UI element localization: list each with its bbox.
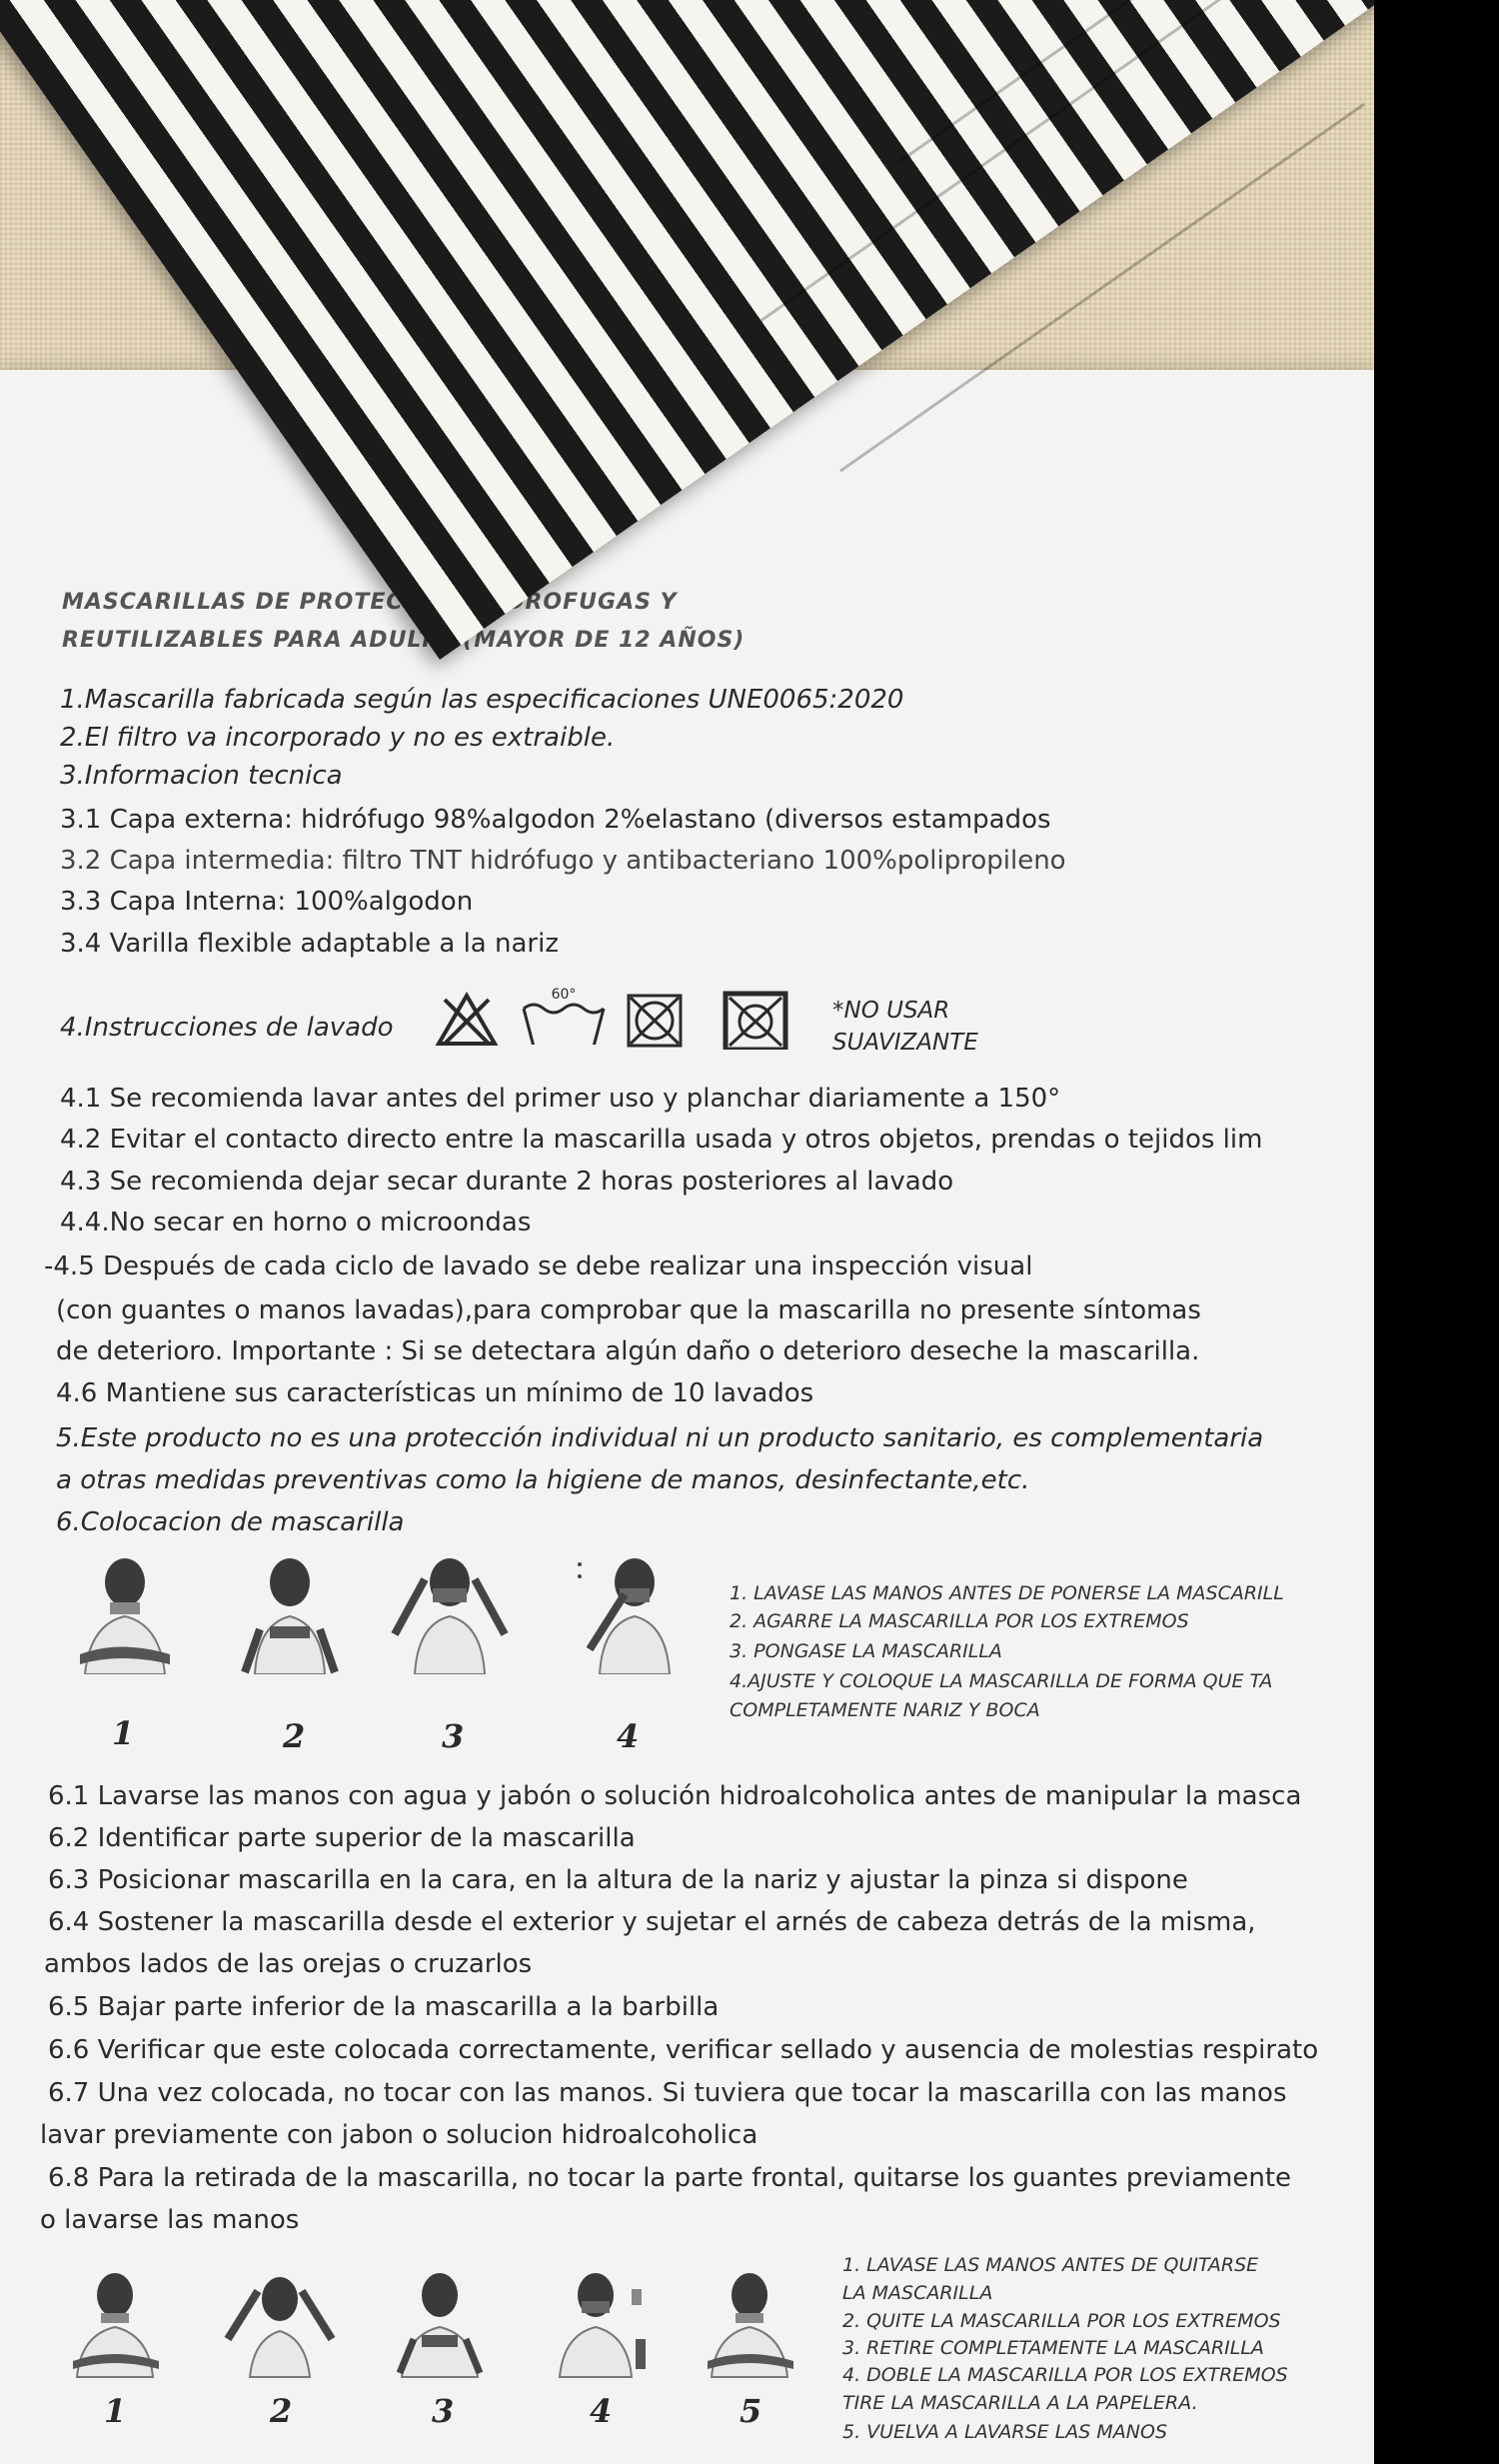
step-6-4-cont: ambos lados de las orejas o cruzarlos [44, 1949, 533, 1979]
step-6-4: 6.4 Sostener la mascarilla desde el exterior y sujetar el arnés de cabeza detrás de la misma, [48, 1907, 1256, 1937]
removal-caption-7: 5. VUELVA A LAVARSE LAS MANOS [842, 2421, 1168, 2443]
removal-number-1: 1 [104, 2392, 127, 2430]
wash-instr-4-6: 4.6 Mantiene sus características un mínimo de 10 lavados [56, 1378, 814, 1408]
wash-instr-4-3: 4.3 Se recomienda dejar secar durante 2 horas posteriores al lavado [60, 1167, 954, 1197]
removal-caption-1: 1. LAVASE LAS MANOS ANTES DE QUITARSE [842, 2254, 1259, 2276]
figure-adjust-mask [570, 1554, 700, 1674]
wash-temperature: 60° [551, 987, 577, 1003]
put-on-caption-4: 4.AJUSTE Y COLOQUE LA MASCARILLA DE FORMA QUE TA [730, 1670, 1273, 1692]
layer-external: 3.1 Capa externa: hidrófugo 98%algodon 2%elastano (diversos estampados [60, 805, 1051, 835]
disclaimer-line-1: 5.Este producto no es una protección individual ni un producto sanitario, es complementaria [56, 1423, 1264, 1453]
no-softener-note-1: *NO USAR [832, 998, 950, 1024]
figure-wash-hands [60, 1554, 190, 1674]
wash-instr-4-5-cont-2: de deterioro. Importante : Si se detectara algún daño o deterioro deseche la mascarilla. [56, 1336, 1200, 1366]
figure-removal-fold-discard [540, 2269, 660, 2379]
filter-line: 2.El filtro va incorporado y no es extraible. [60, 723, 616, 753]
wash-instr-4-2: 4.2 Evitar el contacto directo entre la mascarilla usada y otros objetos, prendas o tejidos lim [60, 1125, 1263, 1155]
washing-label: 4.Instrucciones de lavado [60, 1013, 394, 1043]
step-6-7: 6.7 Una vez colocada, no tocar con las manos. Si tuviera que tocar la mascarilla con las manos [48, 2078, 1287, 2108]
removal-caption-5: 4. DOBLE LA MASCARILLA POR LOS EXTREMOS [842, 2364, 1288, 2386]
disclaimer-line-2: a otras medidas preventivas como la higiene de manos, desinfectante,etc. [56, 1465, 1030, 1495]
figure-number-3: 3 [442, 1717, 465, 1755]
removal-number-5: 5 [740, 2392, 762, 2430]
removal-caption-6: TIRE LA MASCARILLA A LA PAPELERA. [842, 2392, 1198, 2414]
tech-info-heading: 3.Informacion tecnica [60, 761, 343, 791]
removal-number-3: 3 [432, 2392, 455, 2430]
put-on-caption-2: 2. AGARRE LA MASCARILLA POR LOS EXTREMOS [730, 1610, 1189, 1632]
no-softener-note-2: SUAVIZANTE [832, 1030, 978, 1056]
title-line-2: REUTILIZABLES PARA ADULTO (MAYOR DE 12 AÑOS) [62, 628, 746, 653]
removal-caption-3: 2. QUITE LA MASCARILLA POR LOS EXTREMOS [842, 2310, 1281, 2332]
step-6-1: 6.1 Lavarse las manos con agua y jabón o solución hidroalcoholica antes de manipular la masca [48, 1781, 1302, 1811]
layer-internal: 3.3 Capa Interna: 100%algodon [60, 887, 474, 917]
step-6-7-cont: lavar previamente con jabon o solucion hidroalcoholica [40, 2120, 758, 2150]
removal-number-4: 4 [590, 2392, 613, 2430]
title-line-1: MASCARILLAS DE PROTECCION HIDROFUGAS Y [62, 590, 678, 615]
wash-instr-4-4: 4.4.No secar en horno o microondas [60, 1208, 532, 1237]
wash-instr-4-1: 4.1 Se recomienda lavar antes del primer uso y planchar diariamente a 150° [60, 1084, 1061, 1114]
layer-middle: 3.2 Capa intermedia: filtro TNT hidrófugo y antibacteriano 100%polipropileno [60, 846, 1066, 876]
placement-heading: 6.Colocacion de mascarilla [56, 1507, 405, 1537]
figure-grab-mask [225, 1554, 355, 1674]
step-6-3: 6.3 Posicionar mascarilla en la cara, en la altura de la nariz y ajustar la pinza si dispone [48, 1865, 1188, 1895]
figure-put-on-mask [385, 1554, 515, 1674]
step-6-8: 6.8 Para la retirada de la mascarilla, no tocar la parte frontal, quitarse los guantes previamente [48, 2163, 1292, 2193]
put-on-caption-3: 3. PONGASE LA MASCARILLA [730, 1640, 1002, 1662]
figure-removal-wash-again [690, 2269, 809, 2379]
wash-instr-4-5-cont-1: (con guantes o manos lavadas),para comprobar que la mascarilla no presente síntomas [56, 1295, 1201, 1325]
figure-number-4: 4 [617, 1717, 640, 1755]
wash-instr-4-5: -4.5 Después de cada ciclo de lavado se debe realizar una inspección visual [44, 1251, 1033, 1281]
removal-caption-4: 3. RETIRE COMPLETAMENTE LA MASCARILLA [842, 2337, 1264, 2359]
nose-wire-line: 3.4 Varilla flexible adaptable a la nariz [60, 929, 559, 959]
step-6-5: 6.5 Bajar parte inferior de la mascarilla a la barbilla [48, 1992, 720, 2022]
removal-number-2: 2 [270, 2392, 293, 2430]
put-on-caption-5: COMPLETAMENTE NARIZ Y BOCA [730, 1699, 1040, 1721]
removal-caption-2: LA MASCARILLA [842, 2282, 993, 2304]
figure-removal-wash-hands [55, 2269, 175, 2379]
figure-removal-take-off [380, 2269, 500, 2379]
figure-removal-grab-straps [220, 2269, 340, 2379]
step-6-2: 6.2 Identificar parte superior de la mascarilla [48, 1823, 636, 1853]
striped-fabric-mask [0, 0, 1374, 1150]
step-6-8-cont: o lavarse las manos [40, 2205, 300, 2235]
figure-number-2: 2 [283, 1717, 306, 1755]
put-on-caption-1: 1. LAVASE LAS MANOS ANTES DE PONERSE LA MASCARILL [730, 1582, 1284, 1604]
spec-line: 1.Mascarilla fabricada según las especificaciones UNE0065:2020 [60, 685, 904, 715]
figure-number-1: 1 [112, 1714, 135, 1752]
striped-fabric [0, 0, 1374, 660]
step-6-6: 6.6 Verificar que este colocada correctamente, verificar sellado y ausencia de molestias respirato [48, 2035, 1319, 2065]
